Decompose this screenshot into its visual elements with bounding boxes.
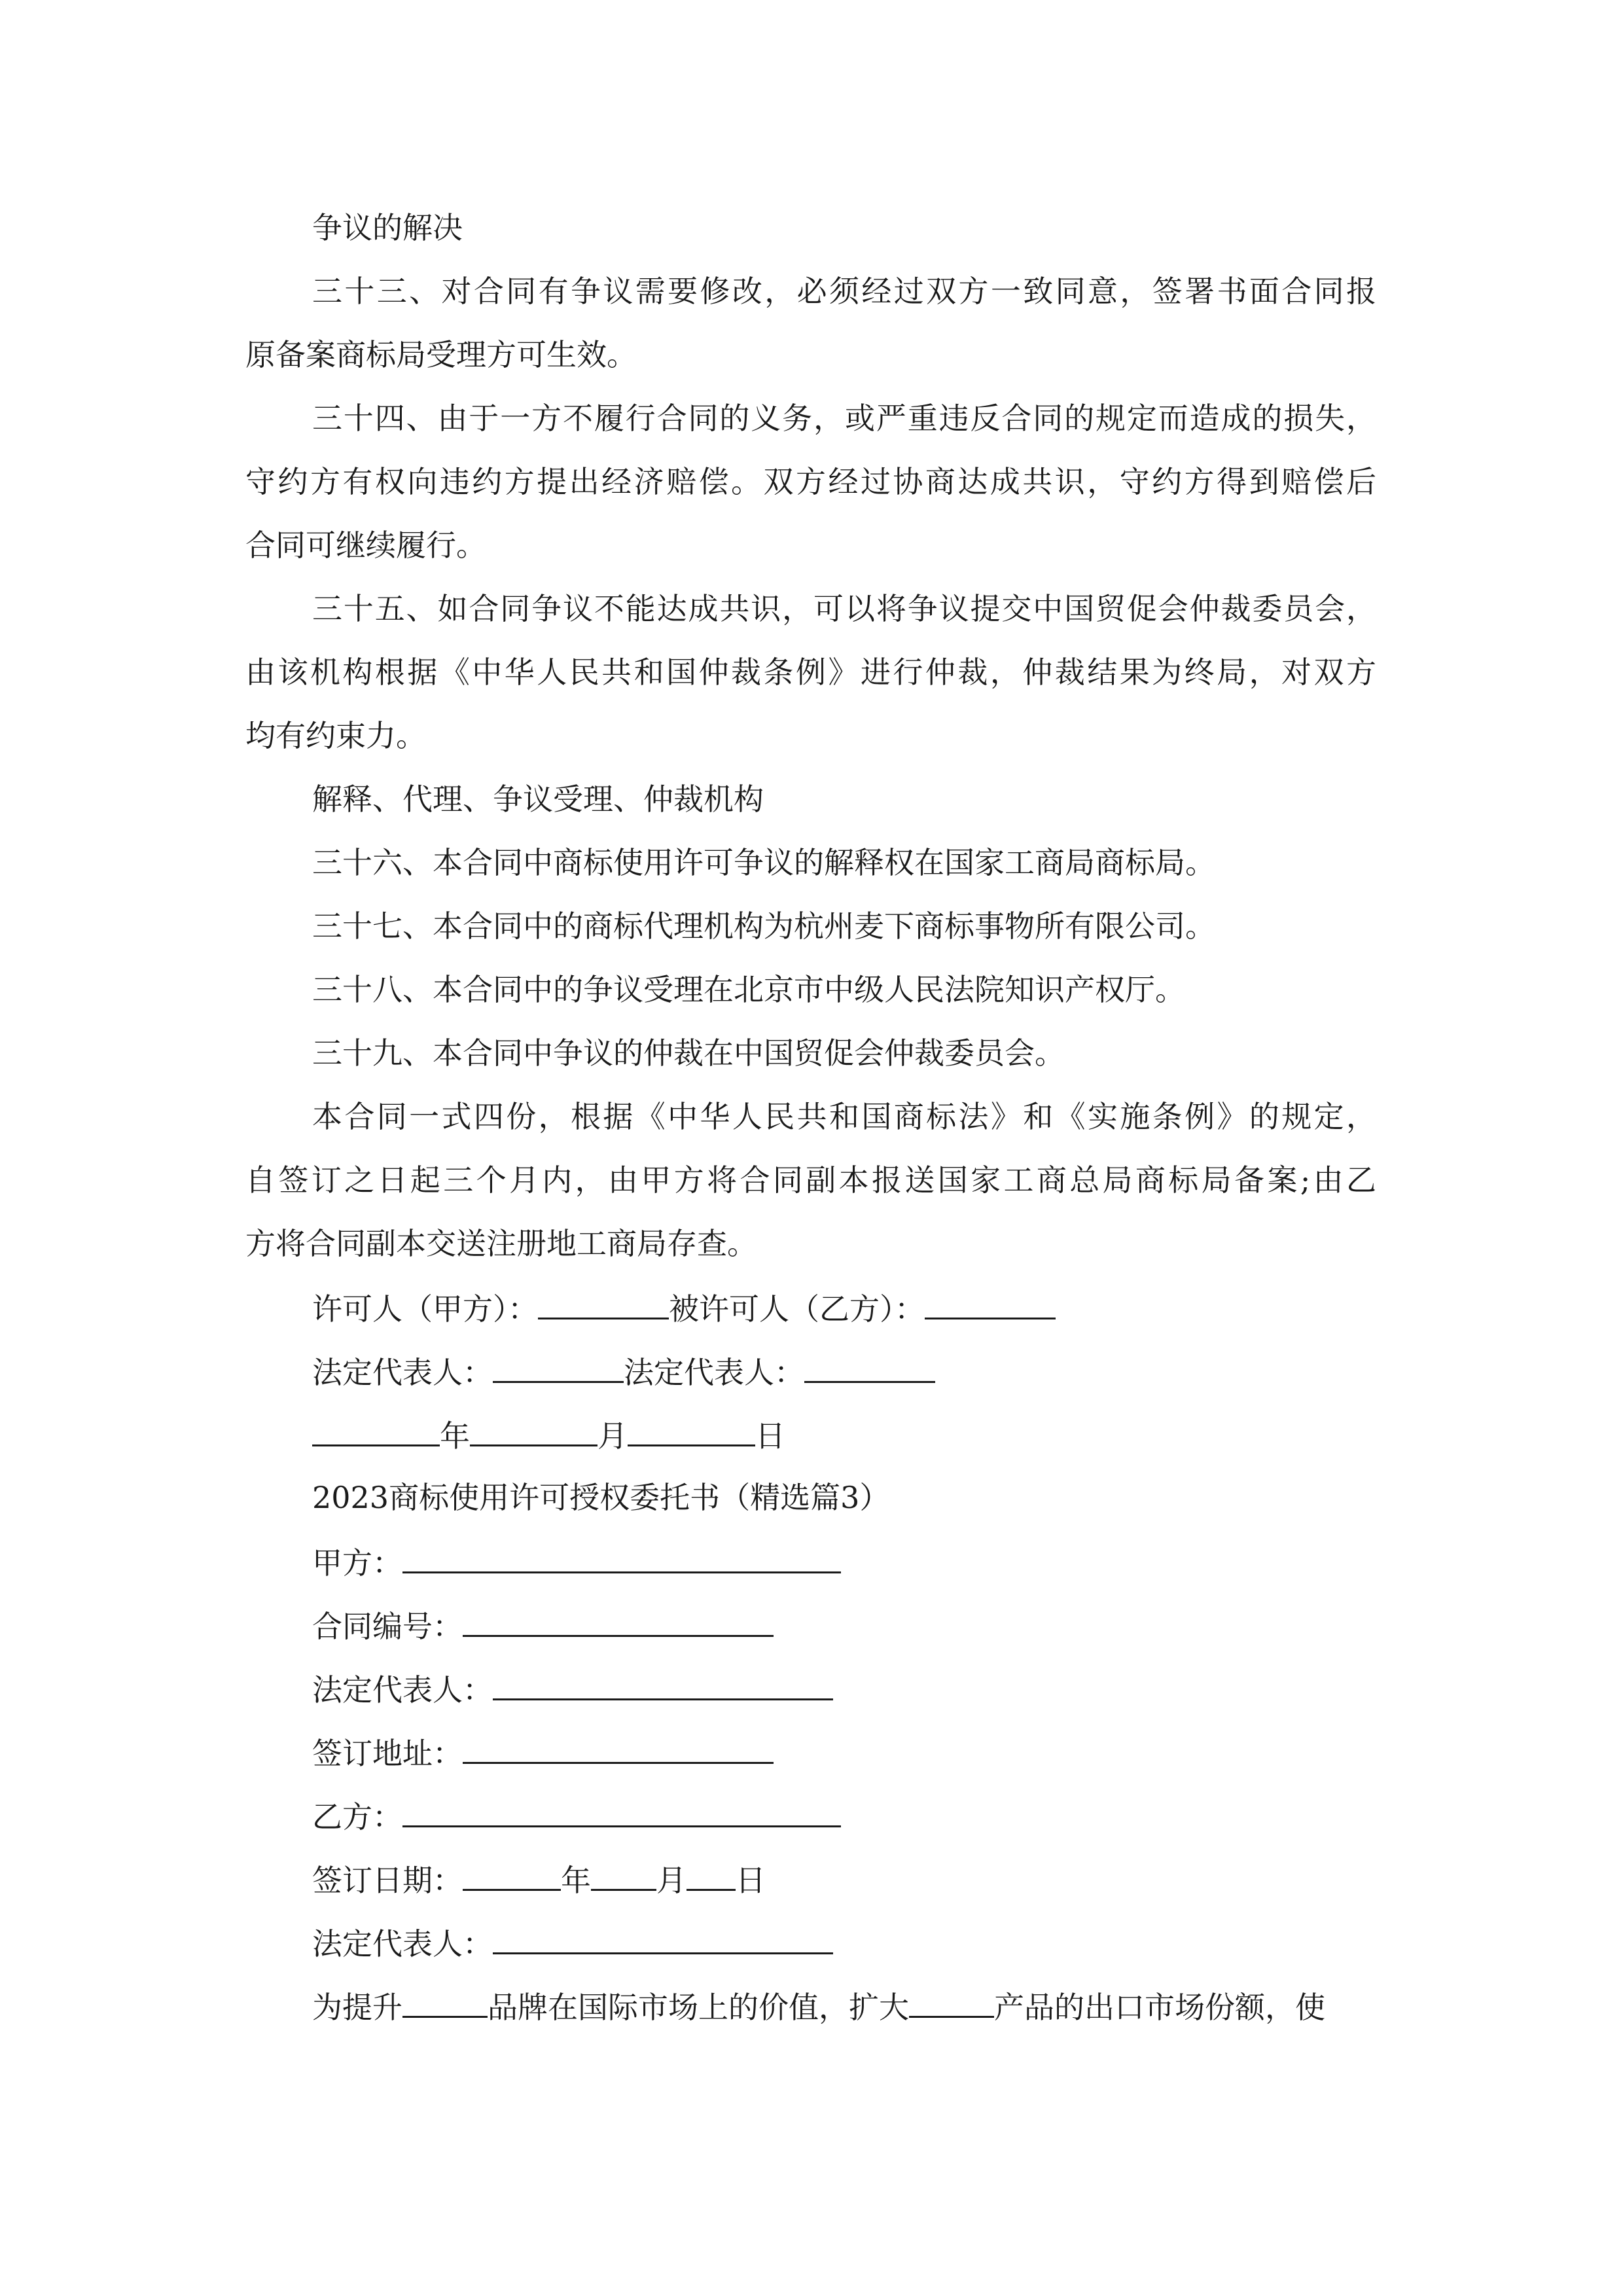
party-b-label: 乙方：: [312, 1799, 402, 1835]
clause-36: 三十六、本合同中商标使用许可争议的解释权在国家工商局商标局。: [312, 845, 1215, 880]
year-blank[interactable]: [312, 1414, 440, 1446]
sign-day-label: 日: [736, 1863, 766, 1898]
sign-address-row: [312, 1732, 774, 1773]
purpose-text-c: 产品的出口市场份额，使: [994, 1990, 1325, 2025]
rep-label-party-a: 法定代表人：: [312, 1355, 493, 1390]
rep-blank-party-b[interactable]: [804, 1351, 935, 1383]
contract-number-label: 合同编号：: [312, 1609, 463, 1644]
party-a-blank[interactable]: [402, 1541, 841, 1573]
licensor-label: 许可人（甲方）：: [312, 1291, 538, 1327]
sign-date-row: [312, 1859, 766, 1900]
party-b-row: [312, 1795, 841, 1837]
sign-address-label: 签订地址：: [312, 1736, 463, 1771]
legal-rep-label-1: 法定代表人：: [312, 1672, 493, 1708]
clause-34-line-2: 守约方有权向违约方提出经济赔偿。双方经过协商达成共识，守约方得到赔偿后: [245, 464, 1376, 499]
clause-39: 三十九、本合同中争议的仲裁在中国贸促会仲裁委员会。: [312, 1035, 1065, 1071]
section-heading-interpretation: 解释、代理、争议受理、仲裁机构: [312, 781, 764, 817]
day-blank[interactable]: [628, 1414, 755, 1446]
party-a-label: 甲方：: [312, 1545, 402, 1581]
signature-date-row: [312, 1414, 785, 1456]
year-label: 年: [440, 1418, 470, 1454]
party-b-blank[interactable]: [402, 1795, 841, 1827]
signature-parties-row: [312, 1287, 1056, 1329]
sign-month-blank[interactable]: [591, 1859, 656, 1891]
legal-rep-blank-1[interactable]: [493, 1668, 833, 1700]
sign-date-label: 签订日期：: [312, 1863, 463, 1898]
clause-34-line-1: 三十四、由于一方不履行合同的义务，或严重违反合同的规定而造成的损失，: [312, 401, 1376, 436]
clause-34-line-3: 合同可继续履行。: [245, 528, 486, 563]
copies-line-2: 自签订之日起三个月内，由甲方将合同副本报送国家工商总局商标局备案;由乙: [245, 1162, 1376, 1198]
clause-33-line-1: 三十三、对合同有争议需要修改，必须经过双方一致同意，签署书面合同报: [312, 274, 1376, 309]
sign-address-blank[interactable]: [463, 1732, 774, 1764]
licensee-blank[interactable]: [925, 1287, 1056, 1319]
legal-rep-row-2: [312, 1922, 833, 1964]
brand-blank[interactable]: [402, 1986, 488, 2018]
clause-35-line-1: 三十五、如合同争议不能达成共识，可以将争议提交中国贸促会仲裁委员会，: [312, 591, 1376, 626]
purpose-text-b: 品牌在国际市场上的价值，扩大: [488, 1990, 909, 2025]
copies-line-3: 方将合同副本交送注册地工商局存查。: [245, 1226, 757, 1261]
sign-month-label: 月: [656, 1863, 687, 1898]
contract-number-blank[interactable]: [463, 1605, 774, 1637]
clause-38: 三十八、本合同中的争议受理在北京市中级人民法院知识产权厅。: [312, 972, 1185, 1007]
rep-label-party-b: 法定代表人：: [624, 1355, 804, 1390]
licensee-label: 被许可人（乙方）：: [669, 1291, 925, 1327]
day-label: 日: [755, 1418, 785, 1454]
section-heading-dispute: 争议的解决: [312, 210, 463, 245]
clause-37: 三十七、本合同中的商标代理机构为杭州麦下商标事物所有限公司。: [312, 908, 1215, 944]
purpose-text-a: 为提升: [312, 1990, 402, 2025]
rep-blank-party-a[interactable]: [493, 1351, 624, 1383]
copies-line-1: 本合同一式四份，根据《中华人民共和国商标法》和《实施条例》的规定，: [312, 1099, 1376, 1134]
product-blank[interactable]: [909, 1986, 994, 2018]
licensor-blank[interactable]: [538, 1287, 669, 1319]
signature-representatives-row: [312, 1351, 935, 1392]
month-label: 月: [597, 1418, 628, 1454]
legal-rep-blank-2[interactable]: [493, 1922, 833, 1954]
contract-number-row: [312, 1605, 774, 1646]
month-blank[interactable]: [470, 1414, 597, 1446]
sign-year-label: 年: [561, 1863, 591, 1898]
legal-rep-row-1: [312, 1668, 833, 1710]
part3-title: 2023商标使用许可授权委托书（精选篇3）: [312, 1480, 890, 1515]
purpose-line: [312, 1986, 1325, 2027]
clause-33-line-2: 原备案商标局受理方可生效。: [245, 337, 637, 372]
party-a-row: [312, 1541, 841, 1583]
sign-day-blank[interactable]: [687, 1859, 736, 1891]
clause-35-line-2: 由该机构根据《中华人民共和国仲裁条例》进行仲裁，仲裁结果为终局，对双方: [245, 655, 1376, 690]
clause-35-line-3: 均有约束力。: [245, 718, 426, 753]
legal-rep-label-2: 法定代表人：: [312, 1926, 493, 1962]
sign-year-blank[interactable]: [463, 1859, 561, 1891]
